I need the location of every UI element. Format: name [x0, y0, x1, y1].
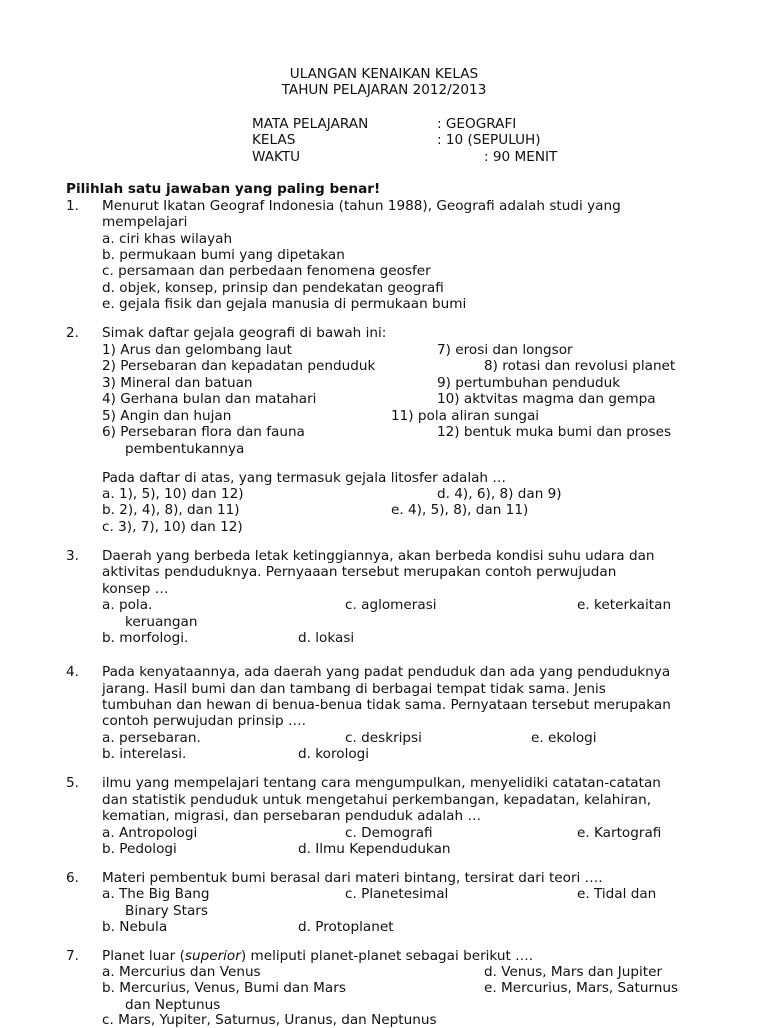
option-b: b. 2), 4), 8), dan 11): [102, 502, 240, 518]
emphasis: superior: [184, 948, 241, 964]
option-b: b. interelasi.: [102, 746, 187, 762]
option-d: d. objek, konsep, prinsip dan pendekatan geografi: [102, 280, 444, 296]
question-text: aktivitas penduduknya. Pernyaaan tersebut merupakan contoh perwujudan: [102, 564, 617, 580]
option-a: a. Antropologi: [102, 825, 198, 841]
question-text: mempelajari: [102, 214, 188, 230]
time-value: : 90 MENIT: [484, 149, 558, 165]
option-b-continued: dan Neptunus: [125, 997, 221, 1013]
question-number: 2.: [66, 325, 79, 341]
option-e: e. gejala fisik dan gejala manusia di permukaan bumi: [102, 296, 467, 312]
option-c: c. 3), 7), 10) dan 12): [102, 519, 243, 535]
option-e: e. Mercurius, Mars, Saturnus: [484, 980, 679, 996]
option-a: a. pola.: [102, 597, 153, 613]
option-d: d. korologi: [298, 746, 370, 762]
exam-year: TAHUN PELAJARAN 2012/2013: [281, 82, 487, 98]
option-e: e. ekologi: [531, 730, 597, 746]
list-item: 6) Persebaran flora dan fauna: [102, 424, 305, 440]
class-value: : 10 (SEPULUH): [437, 132, 541, 148]
option-b: b. Mercurius, Venus, Bumi dan Mars: [102, 980, 346, 996]
question-number: 3.: [66, 548, 79, 564]
option-a: a. The Big Bang: [102, 886, 210, 902]
question-text: Simak daftar gejala geografi di bawah ini:: [102, 325, 387, 341]
subject-value: : GEOGRAFI: [437, 116, 517, 132]
option-b: b. Pedologi: [102, 841, 177, 857]
list-item: 12) bentuk muka bumi dan proses: [437, 424, 672, 440]
option-d: d. 4), 6), 8) dan 9): [437, 486, 562, 502]
question-text: dan statistik penduduk untuk mengetahui perkembangan, kepadatan, kelahiran,: [102, 792, 652, 808]
option-a: a. Mercurius dan Venus: [102, 964, 261, 980]
question-text: konsep …: [102, 581, 169, 597]
option-c: c. persamaan dan perbedaan fenomena geosfer: [102, 263, 431, 279]
option-b: b. morfologi.: [102, 630, 189, 646]
question-text: Materi pembentuk bumi berasal dari materi bintang, tersirat dari teori ….: [102, 870, 603, 886]
list-item: 1) Arus dan gelombang laut: [102, 342, 292, 358]
option-c: c. aglomerasi: [345, 597, 437, 613]
question-number: 6.: [66, 870, 79, 886]
option-b: b. permukaan bumi yang dipetakan: [102, 247, 345, 263]
option-c: c. Demografi: [345, 825, 433, 841]
class-label: KELAS: [252, 132, 296, 148]
list-item: 11) pola aliran sungai: [391, 408, 540, 424]
list-item: 4) Gerhana bulan dan matahari: [102, 391, 317, 407]
list-item: 7) erosi dan longsor: [437, 342, 573, 358]
question-text: contoh perwujudan prinsip ….: [102, 713, 306, 729]
question-text: Pada daftar di atas, yang termasuk gejala litosfer adalah …: [102, 470, 506, 486]
option-e: e. Tidal dan: [577, 886, 657, 902]
question-number: 1.: [66, 198, 79, 214]
option-e-continued: Binary Stars: [125, 903, 208, 919]
option-b: b. Nebula: [102, 919, 168, 935]
option-d: d. lokasi: [298, 630, 355, 646]
option-e: e. Kartografi: [577, 825, 662, 841]
list-item: 3) Mineral dan batuan: [102, 375, 253, 391]
option-c: c. Planetesimal: [345, 886, 449, 902]
option-a: a. 1), 5), 10) dan 12): [102, 486, 244, 502]
list-item: 10) aktvitas magma dan gempa: [437, 391, 656, 407]
option-e: e. 4), 5), 8), dan 11): [391, 502, 529, 518]
question-text: tumbuhan dan hewan di benua-benua tidak sama. Pernyataan tersebut merupakan: [102, 697, 671, 713]
question-text: Daerah yang berbeda letak ketinggiannya, akan berbeda kondisi suhu udara dan: [102, 548, 655, 564]
instruction: Pilihlah satu jawaban yang paling benar!: [66, 181, 381, 197]
question-number: 5.: [66, 775, 79, 791]
list-item: 5) Angin dan hujan: [102, 408, 232, 424]
question-text: kematian, migrasi, dan persebaran penduduk adalah …: [102, 808, 482, 824]
question-text: ilmu yang mempelajari tentang cara mengumpulkan, menyelidiki catatan-catatan: [102, 775, 661, 791]
question-number: 4.: [66, 664, 79, 680]
list-item: 2) Persebaran dan kepadatan penduduk: [102, 358, 376, 374]
option-e-continued: keruangan: [125, 614, 198, 630]
option-c: c. Mars, Yupiter, Saturnus, Uranus, dan Neptunus: [102, 1012, 437, 1028]
question-text: Pada kenyataannya, ada daerah yang padat penduduk dan ada yang penduduknya: [102, 664, 671, 680]
option-a: a. ciri khas wilayah: [102, 231, 233, 247]
option-d: d. Protoplanet: [298, 919, 394, 935]
option-a: a. persebaran.: [102, 730, 201, 746]
subject-label: MATA PELAJARAN: [252, 116, 369, 132]
question-number: 7.: [66, 948, 79, 964]
time-label: WAKTU: [252, 149, 301, 165]
option-d: d. Ilmu Kependudukan: [298, 841, 451, 857]
list-item: 9) pertumbuhan penduduk: [437, 375, 621, 391]
question-text: Menurut Ikatan Geograf Indonesia (tahun 1988), Geografi adalah studi yang: [102, 198, 621, 214]
question-text: Planet luar (superior) meliputi planet-planet sebagai berikut ….: [102, 948, 534, 964]
option-c: c. deskripsi: [345, 730, 422, 746]
option-e: e. keterkaitan: [577, 597, 672, 613]
question-text: jarang. Hasil bumi dan dan tambang di berbagai tempat tidak sama. Jenis: [102, 681, 606, 697]
exam-title: ULANGAN KENAIKAN KELAS: [289, 66, 479, 82]
option-d: d. Venus, Mars dan Jupiter: [484, 964, 663, 980]
list-item: 8) rotasi dan revolusi planet: [484, 358, 676, 374]
list-item: pembentukannya: [125, 441, 245, 457]
